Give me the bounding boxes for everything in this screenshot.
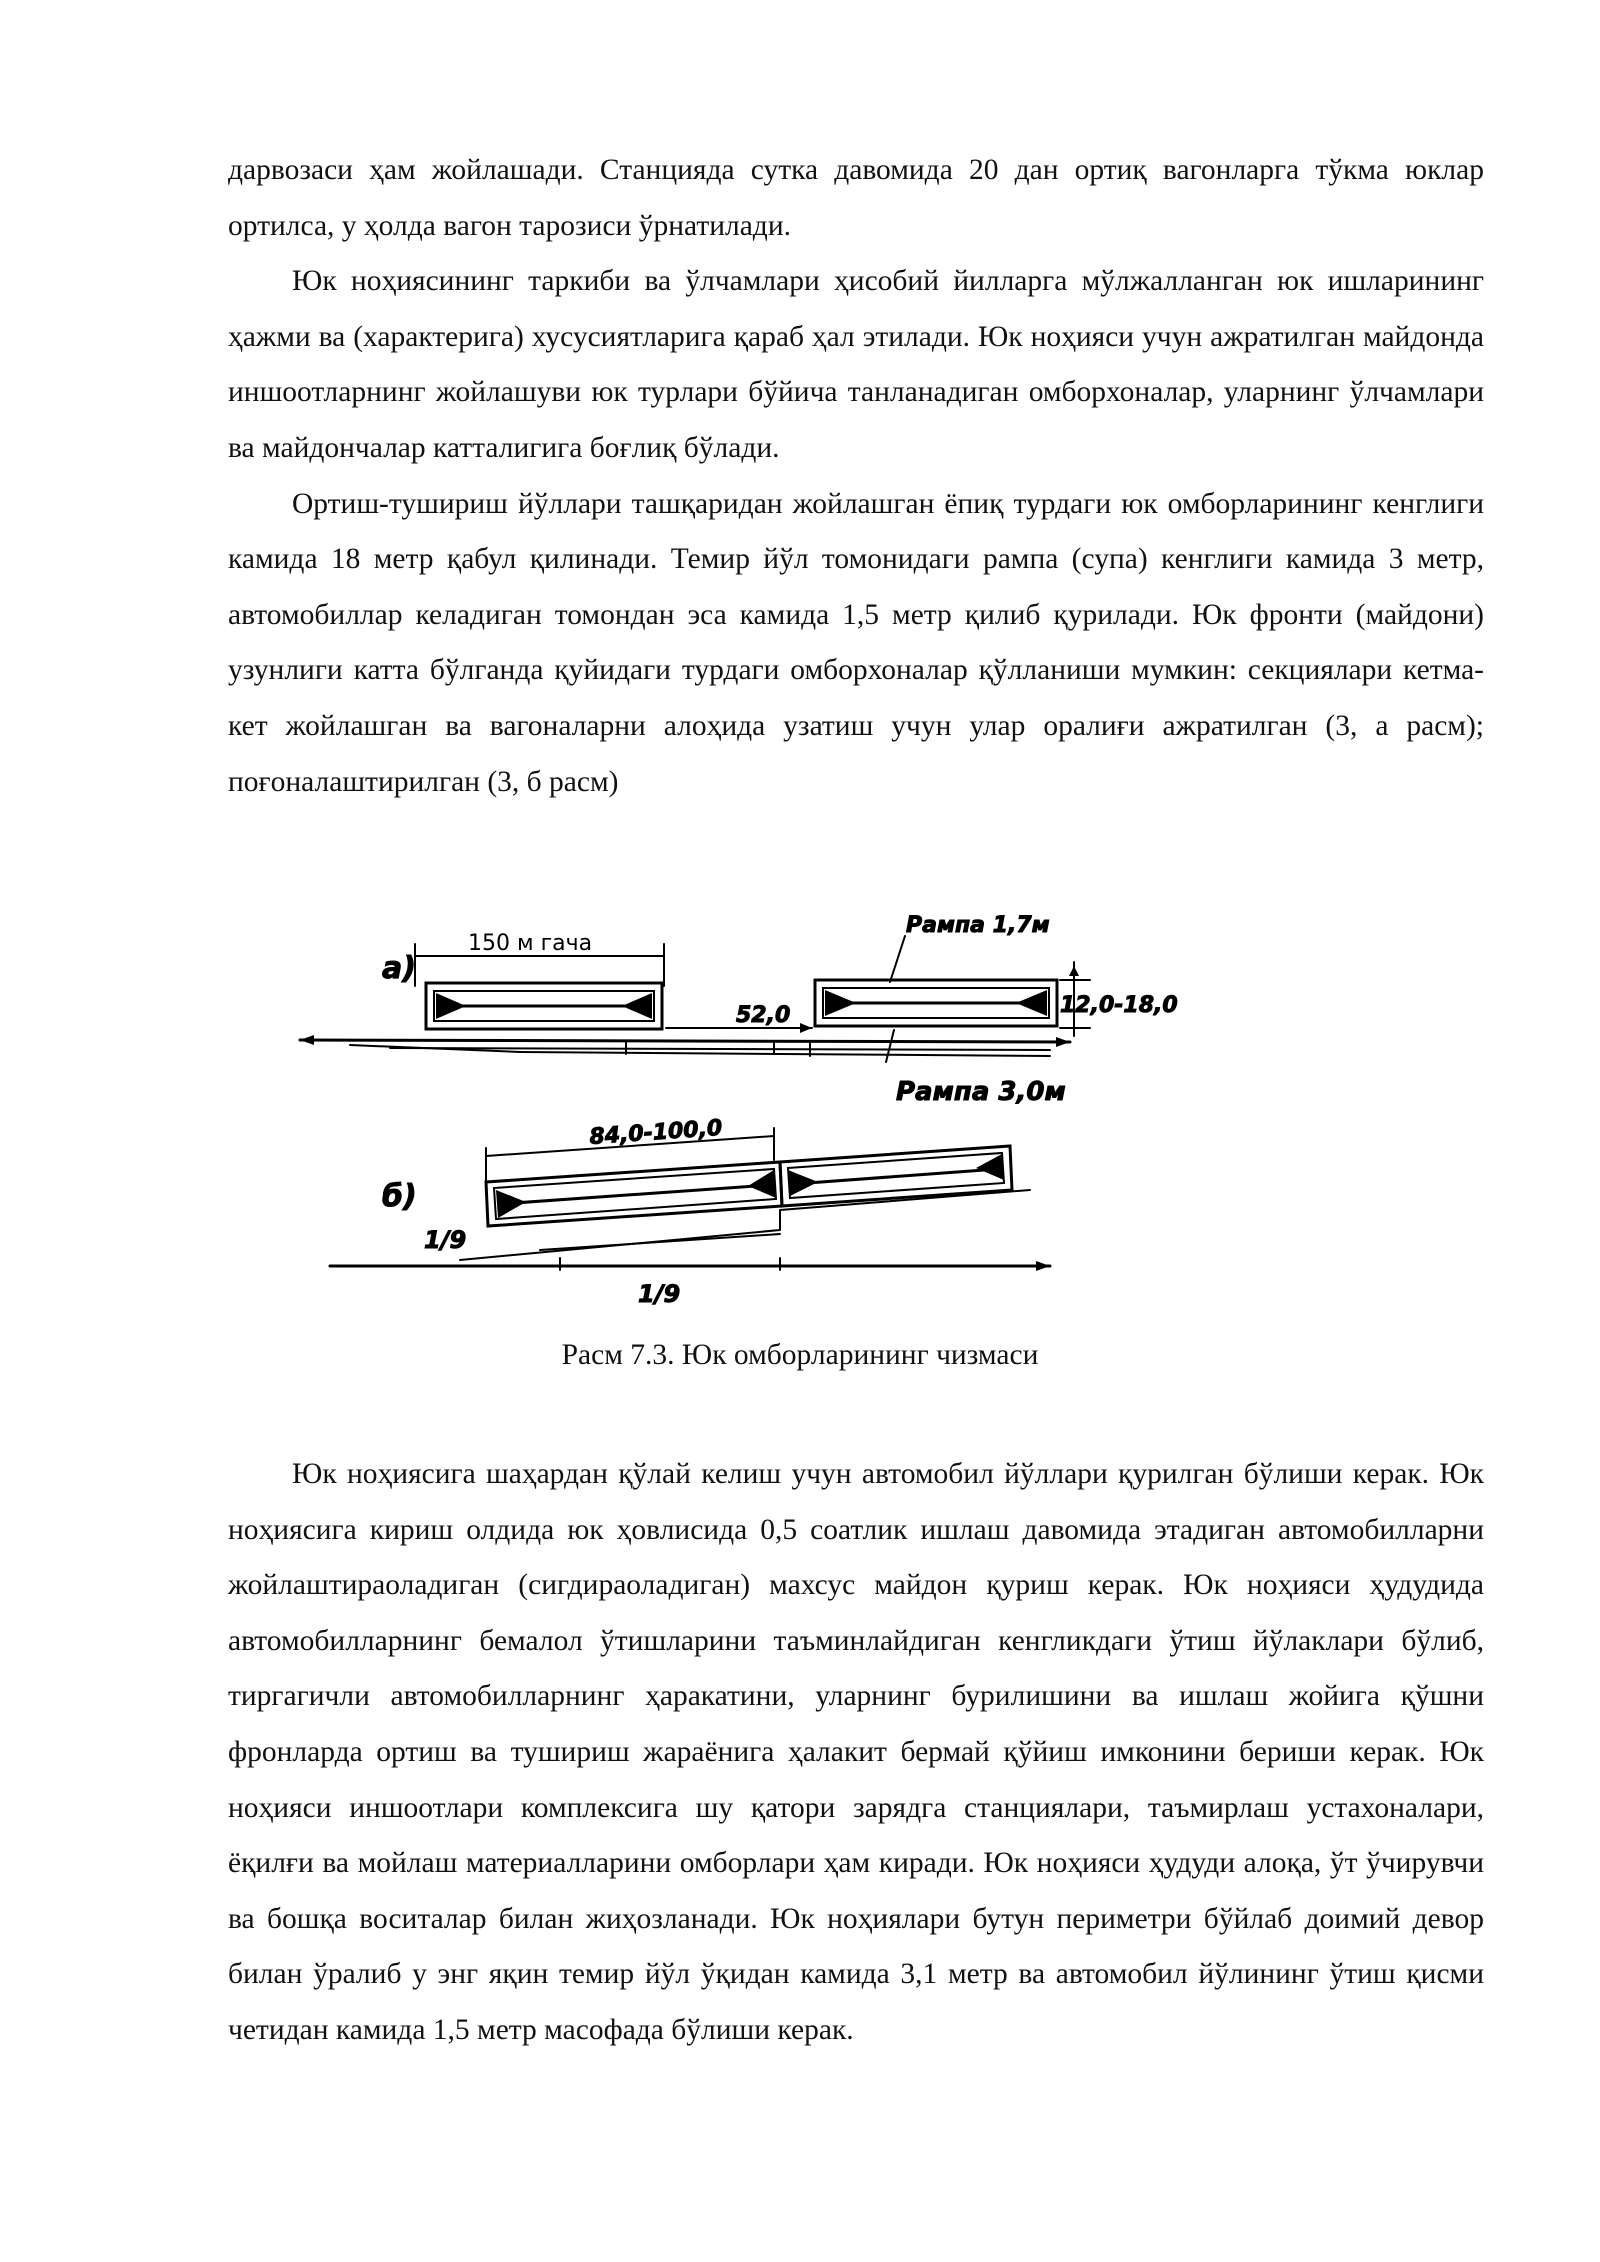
paragraph: Юк ноҳиясига шаҳардан қўлай келиш учун автомобил йўллари қурилган бўлиши керак. Юк ноҳиясига кириш олдида юк ҳовлисида 0,5 соатлик ишлаш давомида этадиган автомобилларни жойлаштираоладиган (сигдираоладиган) махсус майдон қуриш керак. Юк ноҳияси ҳудудида автомобилларнинг бемалол ўтишларини таъминлайдиган кенгликдаги ўтиш йўлаклари бўлиб, тиргагичли автомобилларнинг ҳаракатини, уларнинг бурилишини ва ишлаш жойига қўшни фронларда ортиш ва тушириш жараёнига ҳалакит бермай қўйиш имконини бериши керак. Юк ноҳияси иншоотлари комплексига шу қатори зарядга станциялари, таъмирлаш устахоналари, ёқилғи ва мойлаш материалларини омборлари ҳам киради. Юк ноҳияси ҳудуди алоқа, ўт ўчирувчи ва бошқа воситалар билан жиҳозланади. Юк ноҳиялари бутун периметри бўйлаб доимий девор билан ўралиб у энг яқин темир йўл ўқидан камида 3,1 метр ва автомобил йўлининг ўтиш қисми четидан камида 1,5 метр масофада бўлиши керак. bbox=[228, 1458, 1484, 2046]
ramp-bottom-leader bbox=[886, 1030, 894, 1062]
track-main-a bbox=[300, 1040, 1070, 1042]
warehouse-end-marker bbox=[788, 1170, 818, 1196]
track-stepped-1b bbox=[540, 1234, 780, 1250]
track-siding-a bbox=[390, 1048, 1050, 1050]
scheme-a-label: а) bbox=[382, 951, 416, 986]
track-siding-a bbox=[520, 1052, 1050, 1056]
arrow-icon bbox=[1036, 1261, 1050, 1271]
warehouse-end-marker bbox=[976, 1154, 1004, 1180]
slope-label-bottom: 1/9 bbox=[638, 1280, 681, 1308]
paragraph: дарвозаси ҳам жойлашади. Станцияда сутка давомида 20 дан ортиқ вагонларга тўкма юклар ортилса, у ҳолда вагон тарозиси ўрнатилади. bbox=[228, 154, 1484, 242]
stepped-warehouse-2-axis bbox=[794, 1169, 998, 1184]
bottom-text-block bbox=[228, 1447, 1484, 2059]
length-label: 150 м гача bbox=[468, 931, 593, 956]
gap-label: 52,0 bbox=[736, 1003, 791, 1028]
paragraph: Юк ноҳиясининг таркиби ва ўлчамлари ҳисобий йилларга мўлжалланган юк ишларининг ҳажми ва (характерига) хусусиятларига қараб ҳал этилади. Юк ноҳияси учун ажратилган майдонда иншоотларнинг жойлашуви юк турлари бўйича танланадиган омборхоналар, уларнинг ўлчамлари ва майдончалар катталигига боғлиқ бўлади. bbox=[228, 265, 1484, 464]
slope-label-left: 1/9 bbox=[424, 1226, 467, 1254]
warehouse-end-marker bbox=[496, 1190, 526, 1218]
track-stepped-2 bbox=[780, 1190, 1030, 1210]
warehouse-left-end-marker bbox=[622, 993, 652, 1019]
stepped-warehouse-1-axis bbox=[500, 1185, 770, 1204]
ramp-top-leader bbox=[890, 936, 905, 982]
arrow-icon bbox=[1056, 1037, 1070, 1047]
warehouse-scheme-figure bbox=[290, 890, 1180, 1330]
arrow-icon bbox=[800, 1023, 812, 1033]
stepped-length-label: 84,0-100,0 bbox=[588, 1115, 724, 1150]
top-text-block bbox=[228, 143, 1484, 810]
arrow-icon bbox=[300, 1035, 314, 1045]
warehouse-scheme-drawing bbox=[290, 890, 1180, 1330]
scheme-b-label: б) bbox=[382, 1179, 417, 1214]
figure-caption: Расм 7.3. Юк омборларининг чизмаси bbox=[561, 1339, 1039, 1371]
warehouse-right-end-marker bbox=[825, 990, 856, 1016]
paragraph: Ортиш-тушириш йўллари ташқаридан жойлашган ёпиқ турдаги юк омборларининг кенглиги камида 18 метр қабул қилинади. Темир йўл томонидаги рампа (супа) кенглиги камида 3 метр, автомобиллар келадиган томондан эса камида 1,5 метр қилиб қурилади. Юк фронти (майдони) узунлиги катта бўлганда қуйидаги турдаги омборхоналар қўлланиши мумкин: секциялари кетма-кет жойлашган ва вагоналарни алоҳида узатиш учун улар оралиғи ажратилган (3, а расм); поғоналаштирилган (3, б расм) bbox=[228, 487, 1484, 798]
warehouse-end-marker bbox=[748, 1170, 776, 1198]
warehouse-right-end-marker bbox=[1016, 990, 1047, 1016]
width-label: 12,0-18,0 bbox=[1060, 993, 1178, 1018]
ramp-top-label: Рампа 1,7м bbox=[906, 913, 1050, 938]
arrow-icon bbox=[1069, 966, 1079, 976]
warehouse-left-end-marker bbox=[436, 993, 466, 1019]
ramp-bottom-label: Рампа 3,0м bbox=[896, 1077, 1066, 1107]
